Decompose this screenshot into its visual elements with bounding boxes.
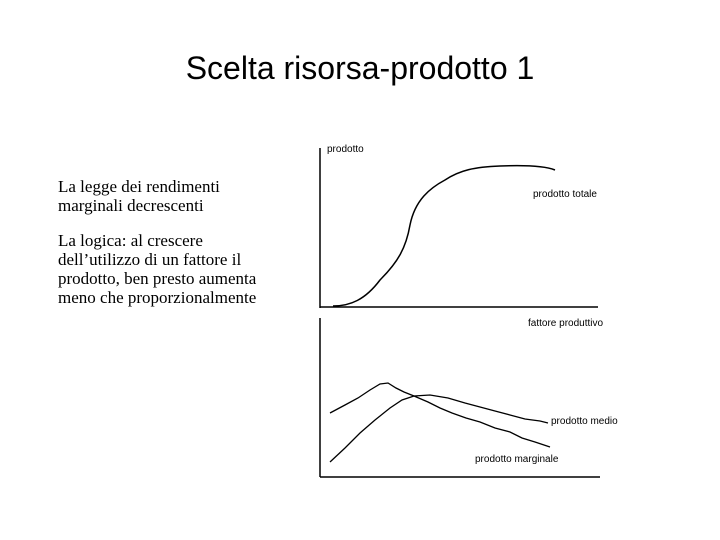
upper-y-axis-label: prodotto bbox=[327, 144, 364, 155]
total-product-label: prodotto totale bbox=[533, 189, 597, 200]
marginal-product-curve bbox=[330, 383, 550, 447]
bullet-logic: La logica: al crescere dell’utilizzo di un fattore il prodotto, ben presto aumenta meno che proporzionalmente bbox=[58, 231, 257, 307]
average-product-curve bbox=[330, 395, 548, 462]
bullet-law: La legge dei rendimenti marginali decrescenti bbox=[58, 177, 220, 215]
marginal-product-label: prodotto marginale bbox=[475, 454, 559, 465]
total-product-curve bbox=[333, 166, 555, 306]
upper-x-axis-label: fattore produttivo bbox=[528, 318, 604, 329]
slide-title: Scelta risorsa-prodotto 1 bbox=[185, 50, 535, 86]
average-product-label: prodotto medio bbox=[551, 416, 618, 427]
